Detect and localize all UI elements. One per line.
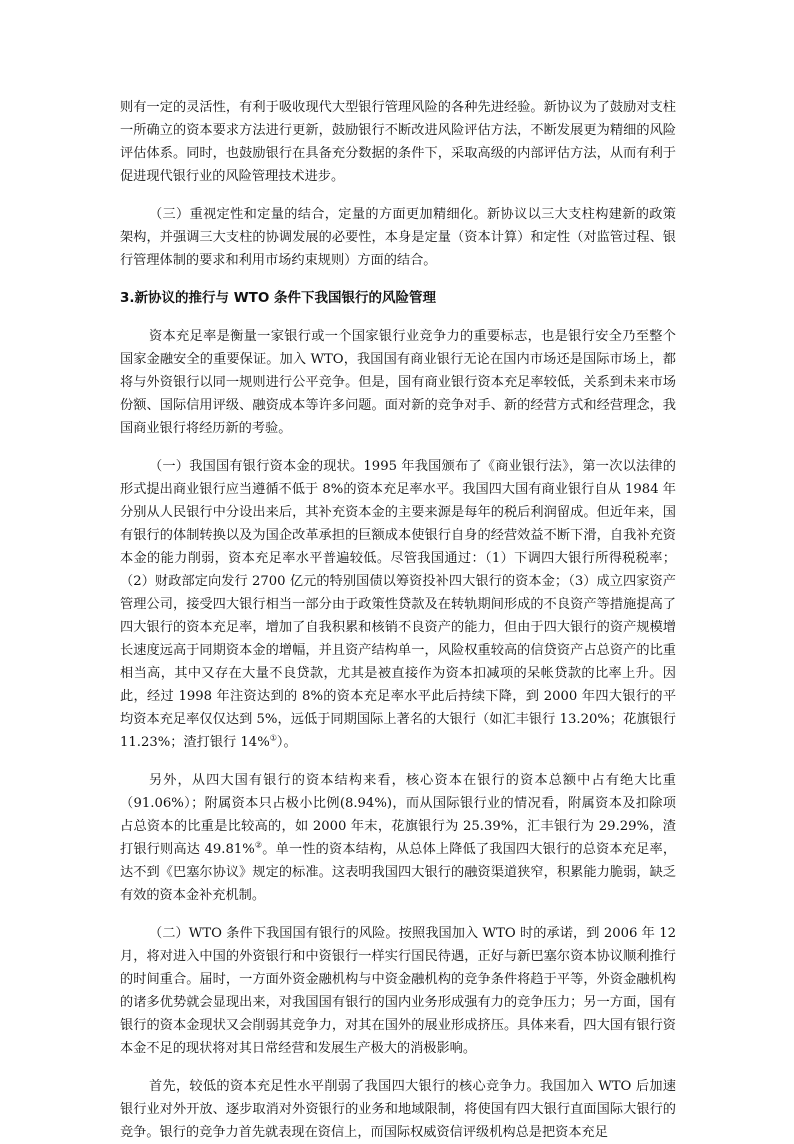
paragraph-4 bbox=[120, 455, 676, 754]
paragraph-4-tail: ）。 bbox=[276, 735, 297, 750]
paragraph-5-tail: 。单一性的资本结构，从总体上降低了我国四大银行的总资本充足率，达不到《巴塞尔协议》规定的标准。这表明我国四大银行的融资渠道狭窄，积累能力脆弱，缺乏有效的资本金补充机制。 bbox=[120, 842, 677, 903]
footnote-ref-2: ② bbox=[254, 840, 263, 850]
section-heading: 3.新协议的推行与 WTO 条件下我国银行的风险管理 bbox=[120, 290, 436, 306]
paragraph-2: （三）重视定性和定量的结合，定量的方面更加精细化。新协议以三大支柱构建新的政策架构，并强调三大支柱的协调发展的必要性，本身是定量（资本计算）和定性（对监管过程、银行管理体制的要求和利用市场约束规则）方面的结合。 bbox=[120, 207, 676, 268]
paragraph-5-text: 另外，从四大国有银行的资本结构来看，核心资本在银行的资本总额中占有绝大比重（91.06%）；附属资本只占极小比例(8.94%)，而从国际银行业的情况看，附属资本及扣除项占总资本的比重是比较高的，如 2000 年末，花旗银行为 25.39%，汇丰银行为 29.29%，渣打银行则高达 49.81% bbox=[120, 773, 676, 857]
paragraph-3: 资本充足率是衡量一家银行或一个国家银行业竞争力的重要标志，也是银行安全乃至整个国家金融安全的重要保证。加入 WTO，我国国有商业银行无论在国内市场还是国际市场上，都将与外资银行以同一规则进行公平竞争。但是，国有商业银行资本充足率较低，关系到未来市场份额、国际信用评级、融资成本等许多问题。面对新的竞争对手、新的经营方式和经营理念，我国商业银行将经历新的考验。 bbox=[120, 329, 676, 436]
paragraph-5 bbox=[120, 769, 676, 907]
paragraph-4-text: （一）我国国有银行资本金的现状。1995 年我国颁布了《商业银行法》，第一次以法律的形式提出商业银行应当遵循不低于 8%的资本充足率水平。我国四大国有商业银行自从 1984 年分别从人民银行中分设出来后，其补充资本金的主要来源是每年的税后利润留成。但近年来，国有银行的体制转换以及为国企改革承担的巨额成本使银行自身的经营效益不断下滑，自我补充资本金的能力削弱，资本充足率水平普遍较低。尽管我国通过：（1）下调四大银行所得税税率；（2）财政部定向发行 2700 亿元的特别国债以筹资投补四大银行的资本金；（3）成立四家资产管理公司，接受四大银行相当一部分由于政策性贷款及在转轨期间形成的不良资产等措施提高了四大银行的资本充足率，增加了自我积累和核销不良资产的能力，但由于四大银行的资产规模增长速度远高于同期资本金的增幅，并且资产结构单一，风险权重较高的信贷资产占总资产的比重相当高，其中又存在大量不良贷款，尤其是被直接作为资本扣减项的呆帐贷款的比率上升。因此，经过 1998 年注资达到的 8%的资本充足率水平此后持续下降，到 2000 年四大银行的平均资本充足率仅仅达到 5%，远低于同期国际上著名的大银行（如汇丰银行 13.20%；花旗银行 11.23%；渣打银行 14% bbox=[120, 459, 676, 750]
paragraph-7: 首先，较低的资本充足性水平削弱了我国四大银行的核心竞争力。我国加入 WTO 后加速银行业对外开放、逐步取消对外资银行的业务和地域限制，将使国有四大银行直面国际大银行的竞争。银行的竞争力首先就表现在资信上，而国际权威资信评级机构总是把资本充足 bbox=[120, 1079, 676, 1140]
paragraph-1: 则有一定的灵活性，有利于吸收现代大型银行管理风险的各种先进经验。新协议为了鼓励对支柱一所确立的资本要求方法进行更新，鼓励银行不断改进风险评估方法，不断发展更为精细的风险评估体系。同时，也鼓励银行在具备充分数据的条件下，采取高级的内部评估方法，从而有利于促进现代银行业的风险管理技术进步。 bbox=[120, 100, 676, 184]
paragraph-6: （二）WTO 条件下我国国有银行的风险。按照我国加入 WTO 时的承诺，到 2006 年 12 月，将对进入中国的外资银行和中资银行一样实行国民待遇，正好与新巴塞尔资本协议顺利推行的时间重合。届时，一方面外资金融机构与中资金融机构的竞争条件将趋于平等，外资金融机构的诸多优势就会显现出来，对我国国有银行的国内业务形成强有力的竞争压力；另一方面，国有银行的资本金现状又会削弱其竞争力，对其在国外的展业形成挤压。具体来看，四大国有银行资本金不足的现状将对其日常经营和发展生产极大的消极影响。 bbox=[120, 926, 676, 1056]
footnote-ref-1: ① bbox=[269, 733, 277, 743]
